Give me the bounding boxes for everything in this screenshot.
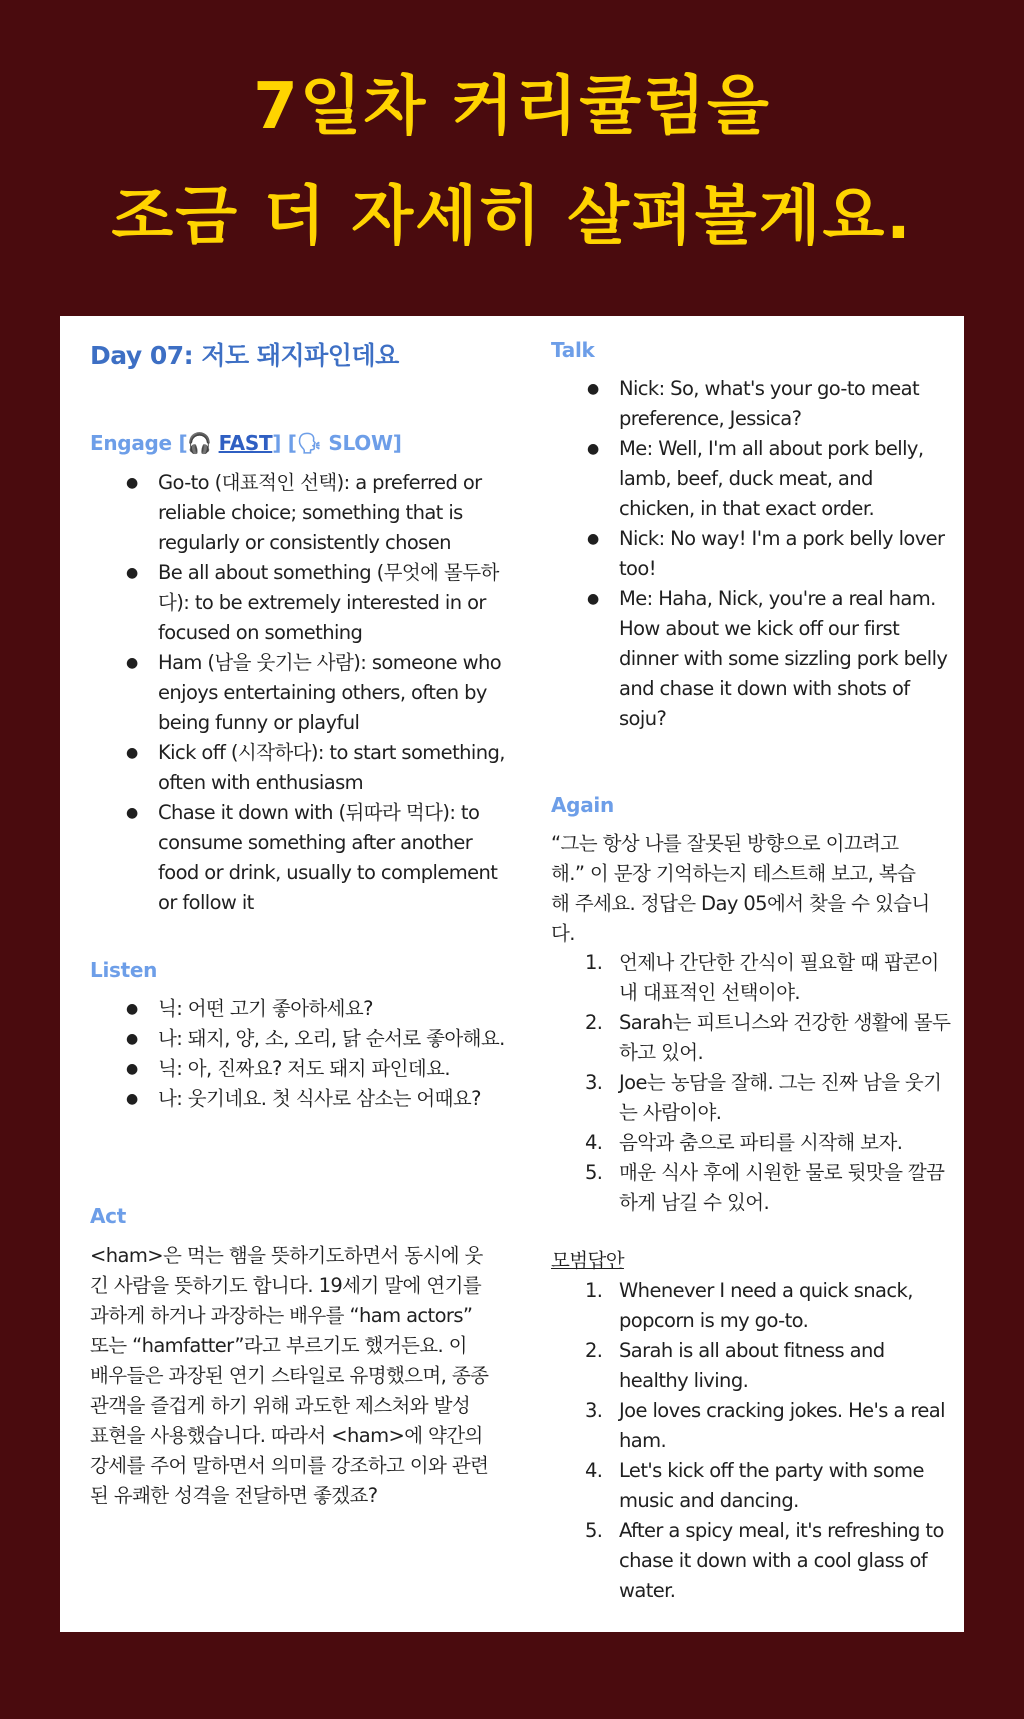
headline <box>0 52 1024 272</box>
list-item: ● 닉: 어떤 고기 좋아하세요? <box>90 994 510 1024</box>
list-item: ● Me: Well, I'm all about pork belly, lamb, beef, duck meat, and chicken, in that exact order. <box>551 434 951 524</box>
list-item: ● Go-to (대표적인 선택): a preferred or reliable choice; something that is regularly or consistently chosen <box>90 468 510 558</box>
again-intro: “그는 항상 나를 잘못된 방향으로 이끄려고 해.” 이 문장 기억하는지 테스트해 보고, 복습해 주세요. 정답은 Day 05에서 찾을 수 있습니다. <box>551 832 930 945</box>
list-item: ● 나: 돼지, 양, 소, 오리, 닭 순서로 좋아해요. <box>90 1024 510 1054</box>
listen-list <box>90 994 510 1114</box>
headline-line-2: 조금 더 자세히 살펴볼게요. <box>111 180 913 254</box>
item-number: 5. <box>585 1519 603 1542</box>
slow-audio-link[interactable]: SLOW] <box>328 431 402 455</box>
talk-list <box>551 374 951 734</box>
item-text: 언제나 간단한 간식이 필요할 때 팝콘이 내 대표적인 선택이야. <box>619 951 939 1004</box>
list-item: ● Be all about something (무엇에 몰두하다): to be extremely interested in or focused on something <box>90 558 510 648</box>
again-heading: Again <box>551 793 614 817</box>
item-number: 4. <box>585 1459 603 1482</box>
list-item <box>551 1336 951 1396</box>
list-item: ● Ham (남을 웃기는 사람): someone who enjoys entertaining others, often by being funny or playful <box>90 648 510 738</box>
list-item <box>551 1128 951 1158</box>
item-number: 2. <box>585 1011 603 1034</box>
item-number: 5. <box>585 1161 603 1184</box>
headphones-icon: 🎧 <box>187 431 212 455</box>
item-text: Sarah is all about fitness and healthy living. <box>619 1339 885 1392</box>
act-heading: Act <box>90 1204 126 1228</box>
engage-separator: ] [ <box>272 431 297 455</box>
item-text: Whenever I need a quick snack, popcorn is my go-to. <box>619 1279 913 1332</box>
engage-list <box>90 468 510 918</box>
list-item: ● Nick: So, what's your go-to meat preference, Jessica? <box>551 374 951 434</box>
again-quiz-list <box>551 948 951 1218</box>
act-paragraph: <ham>은 먹는 햄을 뜻하기도하면서 동시에 웃긴 사람을 뜻하기도 합니다. 19세기 말에 연기를 과하게 하거나 과장하는 배우를 “ham actors” 또는 “hamfatter”라고 부르기도 했거든요. 이 배우들은 과장된 연기 스타일로 유명했으며, 종종 관객을 즐겁게 하기 위해 과도한 제스처와 발성 표현을 사용했습니다. 따라서 <ham>에 약간의 강세를 주어 말하면서 의미를 강조하고 이와 관련된 유쾌한 성격을 전달하면 좋겠죠? <box>90 1244 489 1507</box>
item-number: 1. <box>585 951 603 974</box>
list-item: ● 닉: 아, 진짜요? 저도 돼지 파인데요. <box>90 1054 510 1084</box>
list-item <box>551 948 951 1008</box>
list-item: ● 나: 웃기네요. 첫 식사로 삼소는 어때요? <box>90 1084 510 1114</box>
listen-heading: Listen <box>90 958 158 982</box>
item-number: 1. <box>585 1279 603 1302</box>
list-item <box>551 1456 951 1516</box>
document-card <box>60 316 964 1632</box>
item-number: 3. <box>585 1399 603 1422</box>
item-number: 4. <box>585 1131 603 1154</box>
engage-heading <box>90 431 402 455</box>
model-answer-list <box>551 1276 951 1606</box>
fast-audio-link[interactable]: FAST <box>218 431 273 455</box>
list-item <box>551 1276 951 1336</box>
list-item <box>551 1516 951 1606</box>
item-text: Let's kick off the party with some music and dancing. <box>619 1459 924 1512</box>
list-item: ● Kick off (시작하다): to start something, often with enthusiasm <box>90 738 510 798</box>
item-text: Sarah는 피트니스와 건강한 생활에 몰두하고 있어. <box>619 1011 951 1064</box>
model-answer-heading: 모범답안 <box>551 1249 624 1272</box>
list-item: ● Nick: No way! I'm a pork belly lover too! <box>551 524 951 584</box>
talk-heading: Talk <box>551 338 595 362</box>
list-item: ● Me: Haha, Nick, you're a real ham. How about we kick off our first dinner with some sizzling pork belly and chase it down with shots of soju? <box>551 584 951 734</box>
speaking-head-icon: 🗣 <box>296 431 322 455</box>
list-item <box>551 1068 951 1128</box>
engage-label: Engage [ <box>90 431 188 455</box>
item-text: 매운 식사 후에 시원한 물로 뒷맛을 깔끔하게 남길 수 있어. <box>619 1161 945 1214</box>
list-item <box>551 1396 951 1456</box>
list-item <box>551 1008 951 1068</box>
list-item: ● Chase it down with (뒤따라 먹다): to consume something after another food or drink, usually to complement or follow it <box>90 798 510 918</box>
item-number: 3. <box>585 1071 603 1094</box>
list-item <box>551 1158 951 1218</box>
doc-title: Day 07: 저도 돼지파인데요 <box>90 341 399 370</box>
item-text: Joe loves cracking jokes. He's a real ham. <box>619 1399 945 1452</box>
item-text: After a spicy meal, it's refreshing to chase it down with a cool glass of water. <box>619 1519 944 1602</box>
item-text: Joe는 농담을 잘해. 그는 진짜 남을 웃기는 사람이야. <box>619 1071 942 1124</box>
item-number: 2. <box>585 1339 603 1362</box>
headline-line-1: 7일차 커리큘럼을 <box>253 70 771 144</box>
item-text: 음악과 춤으로 파티를 시작해 보자. <box>619 1131 903 1154</box>
